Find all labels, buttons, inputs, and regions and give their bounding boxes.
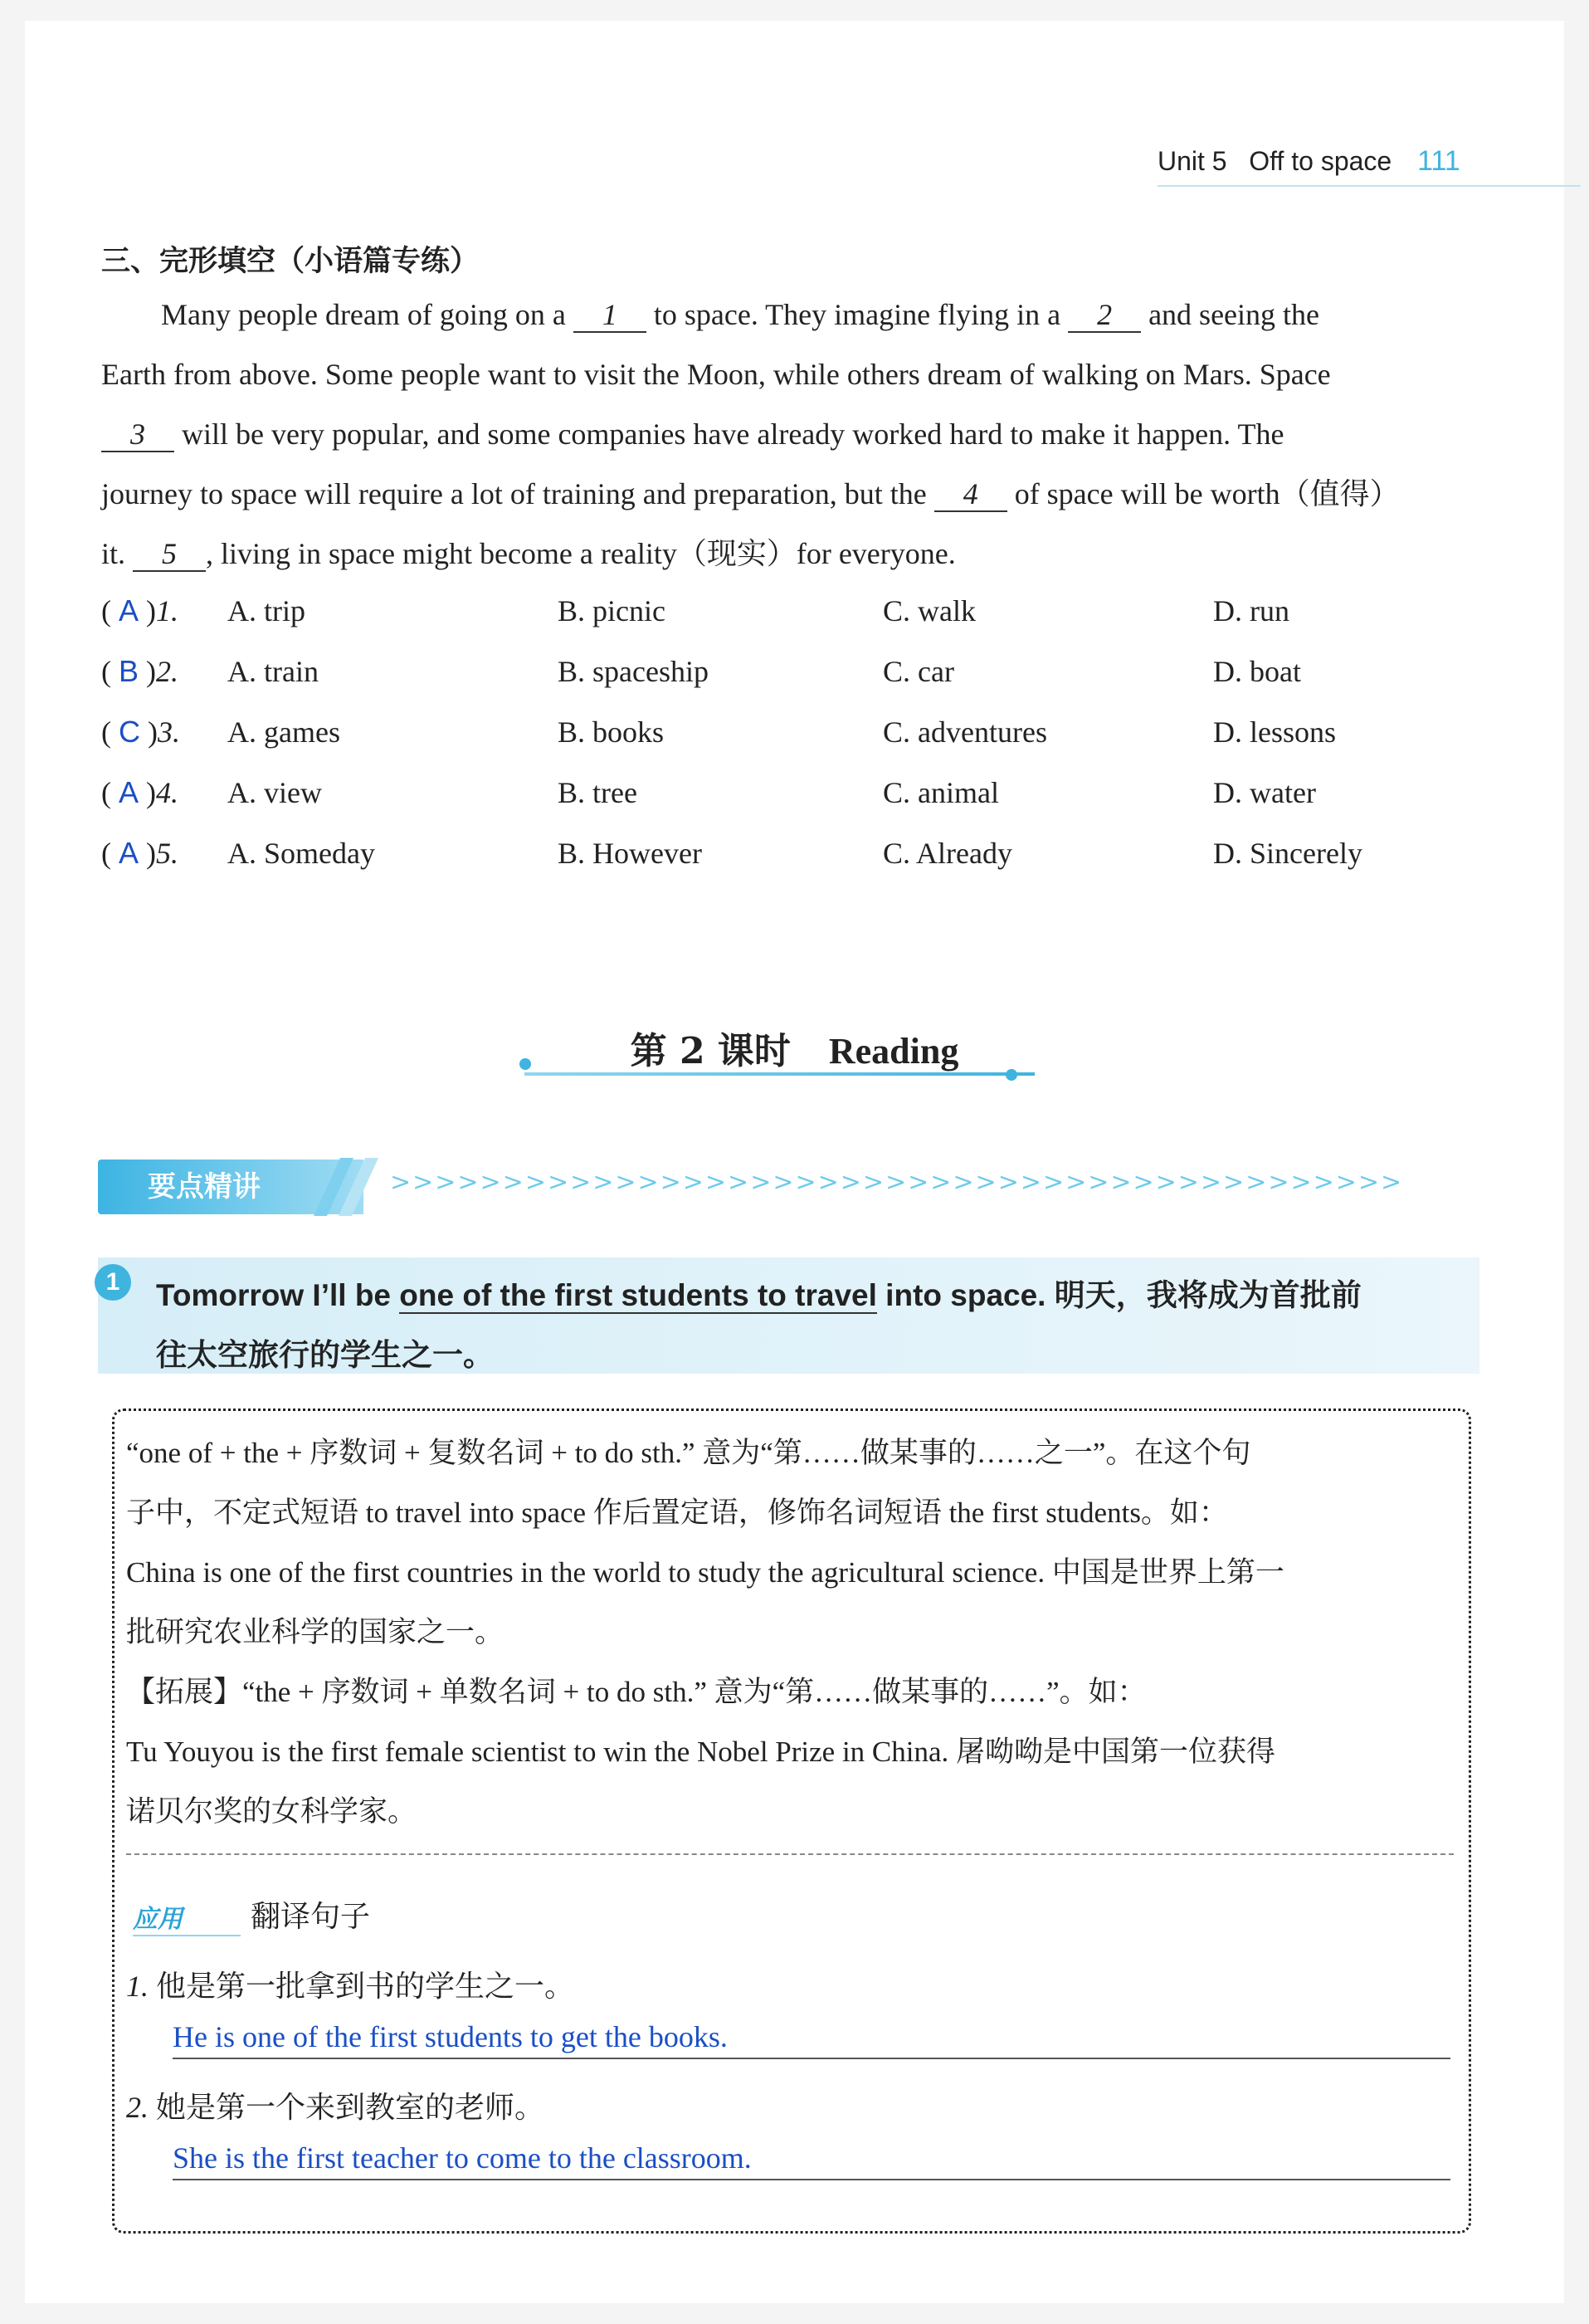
cloze-line-3: 3 will be very popular, and some companies have already worked hard to make it happen. The	[101, 404, 1485, 464]
question-row	[101, 775, 1512, 835]
explanation-line: Tu Youyou is the first female scientist to win the Nobel Prize in China. 屠呦呦是中国第一位获得	[126, 1736, 1276, 1768]
lesson-underline	[524, 1072, 1035, 1076]
header-divider	[1158, 185, 1581, 187]
option-a[interactable]: A. train	[227, 655, 319, 688]
option-a[interactable]: A. games	[227, 715, 340, 749]
question-number: ( A )4.	[101, 775, 179, 809]
option-c[interactable]: C. adventures	[883, 715, 1047, 749]
translate-question-2: 2. 她是第一个来到教室的老师。	[126, 2091, 545, 2124]
lesson-title-en: Reading	[828, 1031, 959, 1072]
blank-4: 4	[934, 477, 1007, 512]
page-header	[1158, 145, 1460, 178]
option-a[interactable]: A. trip	[227, 594, 305, 627]
option-c[interactable]: C. Already	[883, 837, 1012, 870]
lesson-dot-left	[519, 1058, 531, 1070]
translate-question-1: 1. 他是第一批拿到书的学生之一。	[126, 1970, 575, 2003]
answer-letter[interactable]: A	[119, 593, 139, 627]
lesson-dot-right	[1006, 1069, 1017, 1081]
option-b[interactable]: B. However	[558, 837, 702, 870]
cloze-line-2: Earth from above. Some people want to visit the Moon, while others dream of walking on Mars. Space	[101, 358, 1331, 391]
badge-arrows: >>>>>>>>>>>>>>>>>>>>>>>>>>>>>>>>>>>>>>>>>>>>>	[390, 1168, 1404, 1197]
lesson-title	[25, 1021, 1564, 1074]
badge-label: 要点精讲	[148, 1170, 261, 1204]
answer-letter[interactable]: C	[119, 715, 140, 749]
badge-slash-icon	[307, 1158, 390, 1216]
unit-label: Unit 5	[1158, 146, 1227, 176]
blank-5: 5	[133, 537, 206, 572]
apply-tag-underline	[133, 1935, 241, 1936]
option-d[interactable]: D. Sincerely	[1213, 837, 1362, 870]
lesson-title-cn: 第 2 课时	[630, 1030, 791, 1072]
option-b[interactable]: B. picnic	[558, 594, 665, 627]
apply-tag: 应用	[133, 1905, 183, 1934]
option-a[interactable]: A. Someday	[227, 837, 375, 870]
blank-1: 1	[573, 298, 646, 333]
question-row	[101, 593, 1512, 653]
page-number: 111	[1417, 145, 1460, 177]
page	[25, 21, 1564, 2303]
option-b[interactable]: B. spaceship	[558, 655, 709, 688]
apply-title: 翻译句子	[251, 1900, 371, 1934]
answer-letter[interactable]: A	[119, 836, 139, 870]
option-c[interactable]: C. walk	[883, 594, 976, 627]
explanation-line: China is one of the first countries in the world to study the agricultural science. 中国是世界上第一	[126, 1556, 1284, 1589]
blank-2: 2	[1068, 298, 1141, 333]
question-number: ( B )2.	[101, 654, 179, 688]
blank-3: 3	[101, 417, 174, 452]
key-point-sentence: Tomorrow I’ll be one of the first students to travel into space. 明天，我将成为首批前 往太空旅行的学生之一。	[156, 1278, 1362, 1372]
explanation-line: 子中，不定式短语 to travel into space 作后置定语，修饰名词短语 the first students。如：	[126, 1496, 1228, 1529]
answer-letter[interactable]: A	[119, 775, 139, 809]
translate-answer-2[interactable]: She is the first teacher to come to the classroom.	[173, 2141, 1450, 2180]
explanation-line: 【拓展】“the + 序数词 + 单数名词 + to do sth.” 意为“第……做某事的……”。如：	[126, 1676, 1147, 1708]
option-d[interactable]: D. run	[1213, 594, 1289, 627]
option-c[interactable]: C. animal	[883, 776, 999, 809]
question-number: ( C )3.	[101, 715, 180, 749]
answer-letter[interactable]: B	[119, 654, 139, 688]
question-number: ( A )5.	[101, 836, 179, 870]
cloze-line-5: it. 5 , living in space might become a reality（现实）for everyone.	[101, 537, 956, 570]
question-row	[101, 836, 1512, 896]
key-phrase: one of the first students to travel	[399, 1278, 877, 1312]
cloze-line-4: journey to space will require a lot of training and preparation, but the 4 of space will be worth（值得）	[101, 477, 1400, 510]
question-row	[101, 654, 1512, 714]
key-point-number: 1	[95, 1264, 131, 1301]
option-d[interactable]: D. lessons	[1213, 715, 1337, 749]
unit-title: Off to space	[1249, 146, 1392, 176]
option-b[interactable]: B. tree	[558, 776, 637, 809]
explanation-line: 批研究农业科学的国家之一。	[126, 1616, 504, 1648]
option-d[interactable]: D. water	[1213, 776, 1316, 809]
option-a[interactable]: A. view	[227, 776, 322, 809]
option-d[interactable]: D. boat	[1213, 655, 1301, 688]
cloze-line-1: Many people dream of going on a 1 to space. They imagine flying in a 2 and seeing the	[161, 298, 1320, 331]
explanation-line: 诺贝尔奖的女科学家。	[126, 1795, 417, 1828]
question-row	[101, 715, 1512, 774]
box-divider	[126, 1853, 1454, 1855]
section-title: 三、完形填空（小语篇专练）	[101, 244, 480, 278]
explanation-line: “one of + the + 序数词 + 复数名词 + to do sth.” 意为“第……做某事的……之一”。在这个句	[126, 1437, 1251, 1469]
option-b[interactable]: B. books	[558, 715, 665, 749]
translate-answer-1[interactable]: He is one of the first students to get the books.	[173, 2019, 1450, 2059]
question-number: ( A )1.	[101, 593, 179, 627]
option-c[interactable]: C. car	[883, 655, 954, 688]
